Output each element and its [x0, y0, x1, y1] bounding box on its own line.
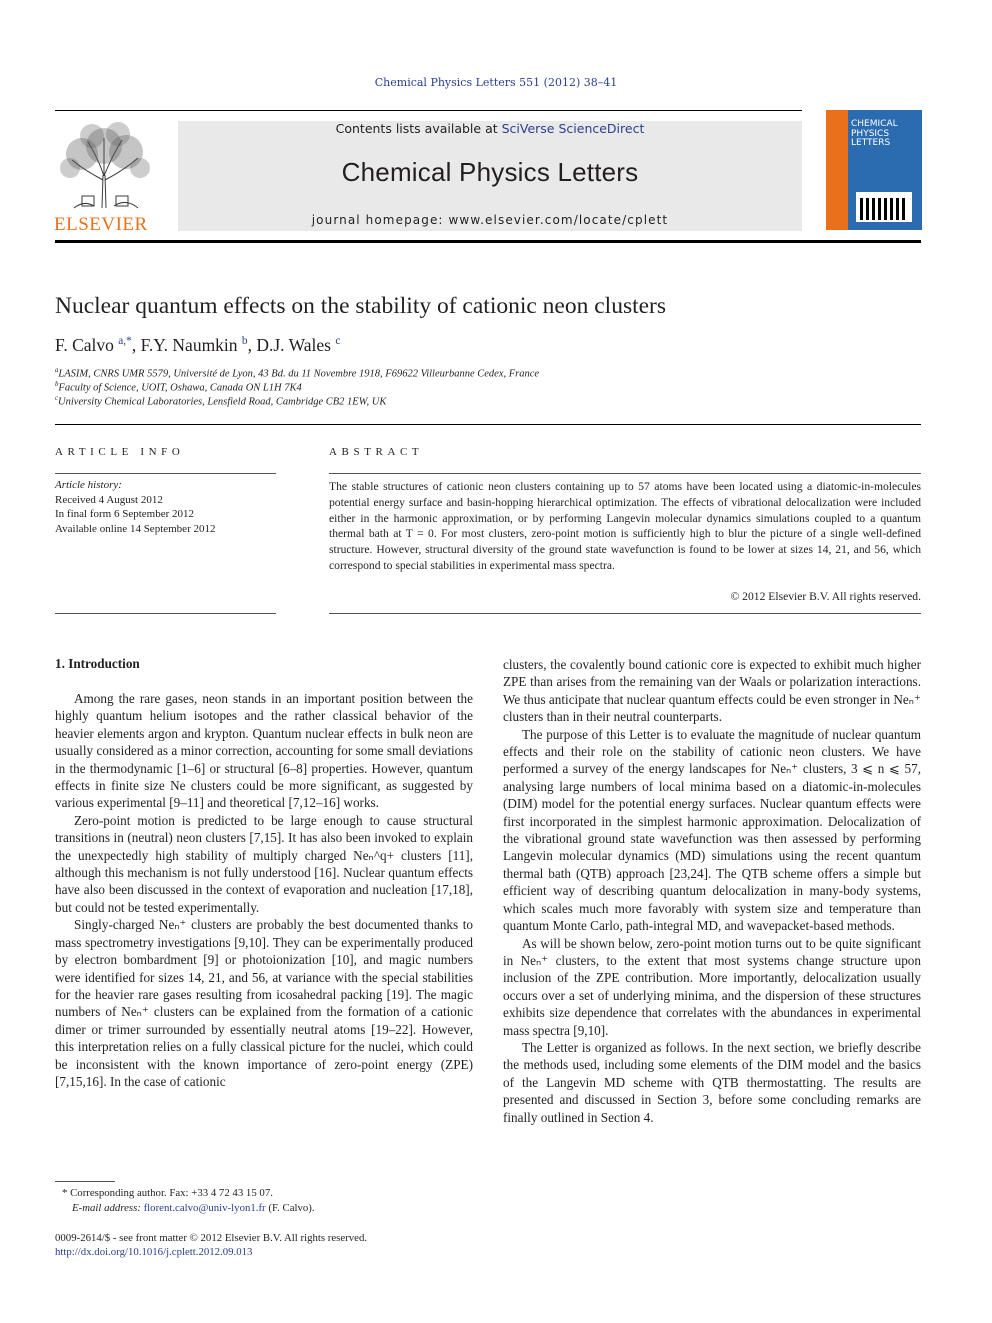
author-name: F. Calvo — [55, 335, 114, 355]
abstract-text: The stable structures of cationic neon clusters containing up to 57 atoms have been located using a diatomic-in-molecules potential energy surface and basin-hopping hierarchical optimization. The effects of vibrational delocalization were included either in the harmonic approximation, or by performing Langevin molecular dynamics simulations coupled to a quantum thermal bath at T = 0. For most clusters, zero-point motion is sufficiently high to blur the picture of a single well-defined structure. However, structural diversity of the ground state wavefunction is found to be lower at sizes 14, 21, and 56, which correspond to special stabilities in experimental mass spectra. — [329, 480, 921, 572]
article-history: Article history: Received 4 August 2012 In final form 6 September 2012 Available online 14 September 2012 — [55, 479, 216, 535]
header-rule — [55, 110, 802, 111]
divider — [55, 424, 921, 425]
paragraph: Among the rare gases, neon stands in an important position between the highly quantum helium isotopes and the rather classical behavior of the heavier elements argon and krypton. Quantum nuclear effects in bulk neon are usually considered as a minor correction, accounting for some small deviations in the thermodynamic [1–6] or structural [6–8] properties. However, quantum effects in finite size Ne clusters could be more significant, as suggested by various experimental [9–11] and theoretical [7,12–16] works. — [55, 691, 473, 811]
paragraph: Zero-point motion is predicted to be large enough to cause structural transitions in (neutral) neon clusters [7,15]. It has also been invoked to explain the unexpectedly high stability of multiply charged Neₙ^q+ clusters [11], although this mechanism is not fully understood [16]. Nuclear quantum effects have also been discussed in the context of evaporation and nucleation [17,18], but could not be tested experimentally. — [55, 812, 473, 915]
email-link[interactable]: florent.calvo@univ-lyon1.fr — [143, 1202, 266, 1214]
cover-graphic — [856, 192, 912, 222]
paragraph: clusters, the covalently bound cationic core is expected to exhibit much higher ZPE than arises from the remaining van der Waals or polarization interactions. We thus anticipate that nuclear quantum effects could be even stronger in Neₙ⁺ clusters than in their neutral counterparts. — [503, 657, 921, 725]
publisher-name: ELSEVIER — [54, 214, 148, 235]
elsevier-tree-icon — [54, 120, 154, 212]
article-info-heading: ARTICLE INFO — [55, 446, 185, 458]
divider — [329, 613, 921, 614]
divider — [55, 613, 276, 614]
journal-citation[interactable]: Chemical Physics Letters 551 (2012) 38–41 — [374, 76, 618, 89]
email-note: E-mail address: florent.calvo@univ-lyon1.fr (F. Calvo). — [72, 1202, 315, 1214]
header-thick-rule — [55, 240, 921, 243]
affiliation: $^a$LASIM, CNRS UMR 5579, Université de Lyon, 43 Bd. du 11 Novembre 1918, F69622 Villeurbanne Cedex, France — [55, 367, 540, 380]
doi-link[interactable]: http://dx.doi.org/10.1016/j.cplett.2012.09.013 — [55, 1246, 253, 1258]
elsevier-logo — [54, 120, 154, 236]
paragraph: As will be shown below, zero-point motion turns out to be quite significant in Neₙ⁺ clusters, to the extent that most systems change structure upon inclusion of the ZPE contribution. More importantly, delocalization usually occurs over a set of underlying minima, and the dispersion of these structures exhibits size dependence that correlates with the abundances in experimental mass spectra [9,10]. — [503, 935, 921, 1038]
body-column-right — [503, 656, 921, 1126]
author-list: F. Calvo $^{a,*}$, F.Y. Naumkin $^b$, D.J. Wales $^c$ — [55, 335, 341, 355]
issn-line: 0009-2614/$ - see front matter © 2012 Elsevier B.V. All rights reserved. — [55, 1232, 368, 1244]
section-heading: 1. Introduction — [55, 656, 140, 671]
journal-cover — [826, 110, 922, 230]
affiliation: $^c$University Chemical Laboratories, Lensfield Road, Cambridge CB2 1EW, UK — [55, 395, 387, 408]
cover-bars-icon — [856, 192, 912, 222]
corresponding-author-note: * Corresponding author. Fax: +33 4 72 43 15 07. — [62, 1187, 273, 1199]
affiliation: $^b$Faculty of Science, UOIT, Oshawa, Canada ON L1H 7K4 — [55, 381, 302, 394]
divider — [55, 473, 276, 474]
journal-banner — [178, 121, 802, 231]
contents-line: Contents lists available at SciVerse ScienceDirect — [335, 121, 645, 136]
footnote-rule — [55, 1181, 115, 1182]
journal-homepage[interactable]: journal homepage: www.elsevier.com/locate/cplett — [311, 213, 669, 227]
copyright-notice: © 2012 Elsevier B.V. All rights reserved. — [730, 590, 921, 603]
sciencedirect-link[interactable]: SciVerse ScienceDirect — [501, 121, 645, 136]
divider — [329, 473, 921, 474]
author-affiliation-marker[interactable]: b — [241, 335, 248, 348]
paragraph: The purpose of this Letter is to evaluate the magnitude of nuclear quantum effects and their role on the stability of cationic neon clusters. We have performed a survey of the energy landscapes for Neₙ⁺ clusters, 3 ⩽ n ⩽ 57, analysing large numbers of local minima based on a diatomic-in-molecules (DIM) model for the potential energy surfaces. Nuclear quantum effects were first incorporated in the simplest harmonic approximation. Delocalization of the vibrational ground state wavefunction was then assessed by performing Langevin molecular dynamics (MD) simulations using the recent quantum thermal bath (QTB) approach [23,24]. The QTB scheme offers a simple but efficient way of describing quantum delocalization in many-body systems, which scales much more favorably with system size and temperature than quantum Monte Carlo, path-integral MD, and wavepacket-based methods. — [503, 726, 921, 934]
article-title: Nuclear quantum effects on the stability of cationic neon clusters — [55, 293, 667, 319]
abstract-heading: ABSTRACT — [329, 446, 424, 458]
body-column-left — [55, 690, 473, 1090]
paragraph: The Letter is organized as follows. In the next section, we briefly describe the methods used, including some elements of the DIM model and the basics of the Langevin MD scheme with QTB thermostatting. The results are presented and discussed in Section 3, before some concluding remarks are finally outlined in Section 4. — [503, 1039, 921, 1125]
author-affiliation-marker[interactable]: a,* — [118, 335, 132, 348]
author-name: D.J. Wales — [256, 335, 331, 355]
cover-title: CHEMICAL PHYSICS LETTERS — [851, 119, 898, 148]
cover-stripe — [826, 110, 848, 230]
author-name: F.Y. Naumkin — [140, 335, 238, 355]
paragraph: Singly-charged Neₙ⁺ clusters are probably the best documented thanks to mass spectrometry investigations [9,10]. They can be experimentally produced by electron bombardment [9] or photoionization [10], and magic numbers were identified for sizes 14, 21, and 56, at variance with the special stabilities for the heavier rare gases resulting from icosahedral packing [19]. The magic numbers of Neₙ⁺ clusters can be explained from the formation of a cationic dimer or trimer surrounded by essentially neutral atoms [19–22]. However, this interpretation relies on a fully classical picture for the nuclei, which could be inconsistent with the known importance of zero-point energy (ZPE) [7,15,16]. In the case of cationic — [55, 917, 473, 1089]
author-affiliation-marker[interactable]: c — [335, 335, 341, 348]
journal-title: Chemical Physics Letters — [341, 157, 639, 187]
